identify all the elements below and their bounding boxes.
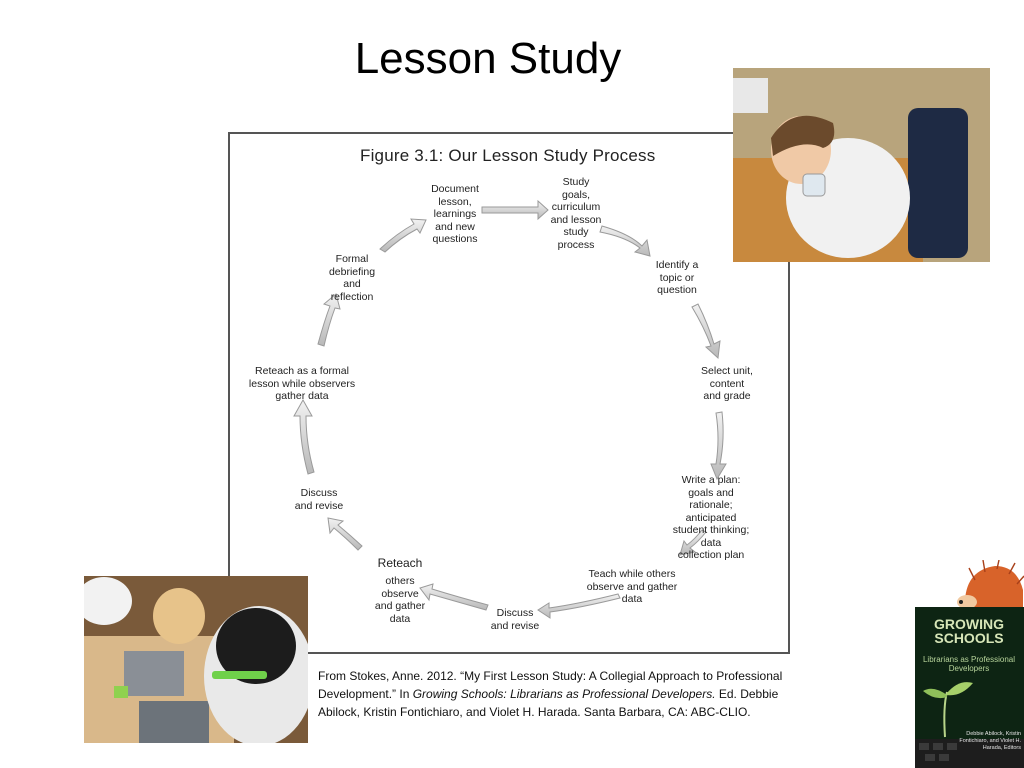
citation-part1: From Stokes, Anne. 2012. “My First Lesson Study: A Collegial Approach to Professional Development.” In — [318, 669, 783, 701]
reteach-label: Reteach — [377, 556, 423, 570]
citation — [318, 667, 788, 721]
citation-book-title: Growing Schools: Librarians as Professional Developers. — [412, 687, 716, 701]
lesson-study-diagram — [228, 132, 790, 654]
arrow-4 — [711, 412, 726, 479]
book-subtitle: Librarians as Professional Developers — [922, 655, 1016, 673]
arrow-3 — [692, 304, 720, 358]
student-photo-top — [733, 68, 990, 262]
step-formal-debriefing: Formal debriefing and reflection — [328, 253, 376, 303]
arrow-8 — [328, 518, 362, 550]
step-others-observe: others observe and gather data — [374, 575, 426, 625]
arrow-11 — [380, 219, 426, 252]
step-document-lesson: Document lesson, learnings and new questions — [431, 183, 479, 245]
hedgehog-icon — [955, 560, 1024, 610]
step-teach-observe: Teach while others observe and gather data — [586, 568, 678, 605]
arrow-1 — [482, 201, 548, 219]
figure-title: Figure 3.1: Our Lesson Study Process — [360, 146, 656, 165]
arrow-7 — [420, 584, 488, 610]
step-identify-topic: Identify a topic or question — [655, 259, 699, 296]
student-photo-bottom — [84, 576, 308, 743]
citation-part2: Ed. Debbie Abilock, Kristin Fontichiaro, and Violet H. Harada. Santa Barbara, CA: ABC-CLIO. — [318, 687, 779, 719]
book-cover — [915, 607, 1024, 768]
slide-title: Lesson Study — [354, 34, 622, 83]
step-study-goals: Study goals, curriculum and lesson study process — [550, 176, 602, 251]
step-discuss-revise-2: Discuss and revise — [294, 487, 344, 512]
arrow-9 — [294, 400, 314, 474]
step-write-plan: Write a plan: goals and rationale; anticipated student thinking; data collection plan — [672, 474, 750, 561]
step-reteach-formal: Reteach as a formal lesson while observers gather data — [248, 365, 356, 402]
book-title: GROWING SCHOOLS — [934, 616, 1004, 646]
arrow-2 — [600, 226, 650, 256]
step-discuss-revise-1: Discuss and revise — [490, 607, 540, 632]
step-select-unit: Select unit, content and grade — [701, 365, 753, 402]
sprout-icon — [915, 667, 1024, 768]
book-authors: Debbie Abilock, Kristin Fontichiaro, and Violet H. Harada, Editors — [959, 731, 1021, 751]
